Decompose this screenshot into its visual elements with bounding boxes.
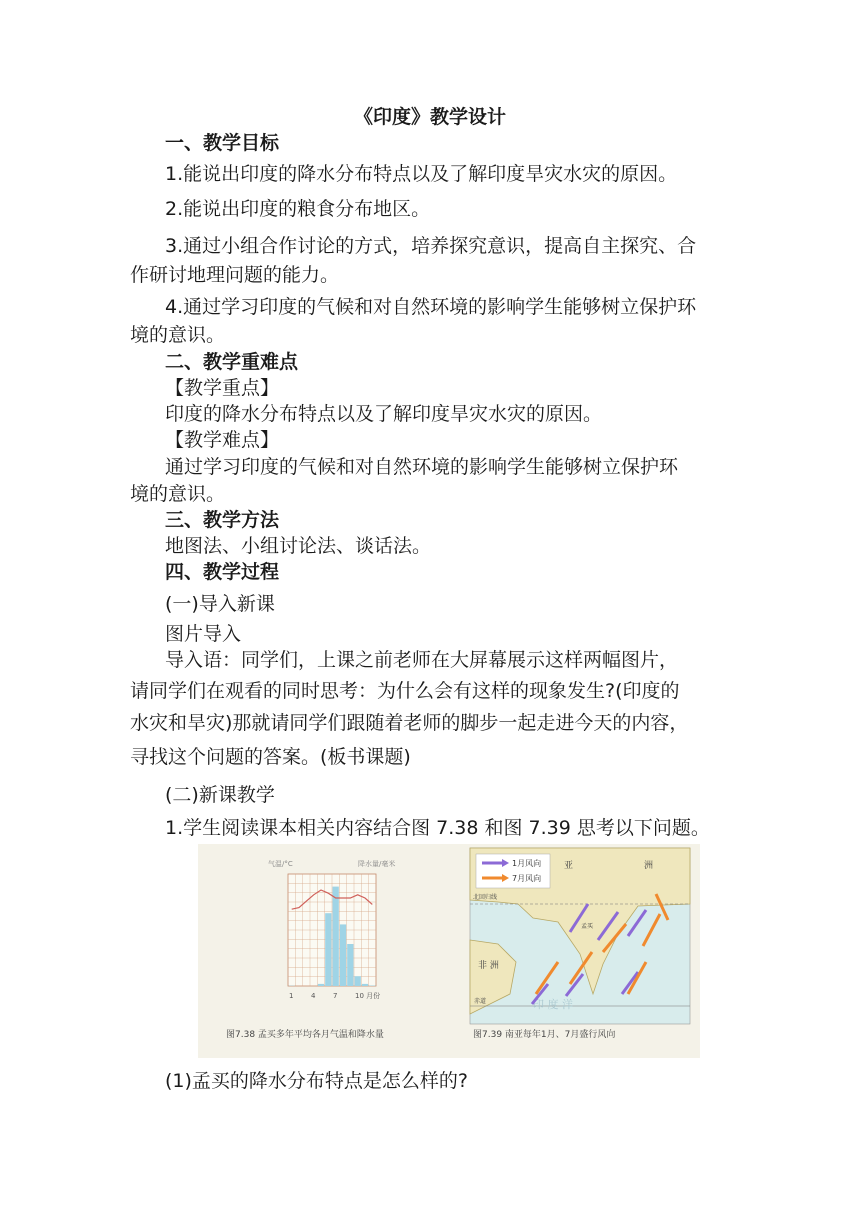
intro-speech-line-4: 寻找这个问题的答案。(板书课题): [130, 746, 411, 768]
objective-2: 2.能说出印度的粮食分布地区。: [165, 198, 431, 220]
process-step-1: (一)导入新课: [165, 593, 275, 615]
map-label-tropic: 北回归线: [473, 894, 498, 901]
reading-task: 1.学生阅读课本相关内容结合图 7.38 和图 7.39 思考以下问题。: [165, 817, 710, 839]
textbook-figure: [198, 844, 700, 1058]
process-image-intro: 图片导入: [165, 623, 242, 645]
objective-3-cont: 作研讨地理问题的能力。: [130, 264, 340, 286]
objective-1: 1.能说出印度的降水分布特点以及了解印度旱灾水灾的原因。: [165, 163, 678, 185]
question-1: (1)孟买的降水分布特点是怎么样的?: [165, 1070, 468, 1092]
map-label-zhou-top: 洲: [644, 861, 654, 871]
map-label-africa: 非 洲: [478, 961, 499, 971]
map-label-city: 孟买: [581, 923, 594, 930]
precip-bar: [362, 984, 368, 986]
intro-speech-line-3: 水灾和旱灾)那就请同学们跟随着老师的脚步一起走进今天的内容，: [130, 712, 689, 734]
intro-speech-line-1: 导入语：同学们，上课之前老师在大屏幕展示这样两幅图片，: [165, 649, 679, 671]
figure-svg: [198, 844, 700, 1058]
chart-left-axis-label: 气温/°C: [268, 860, 293, 868]
chart-caption: 图7.38 孟买多年平均各月气温和降水量: [226, 1030, 384, 1040]
precip-bar: [318, 984, 324, 986]
section-heading-process: 四、教学过程: [165, 561, 280, 583]
difficulty-text-cont: 境的意识。: [130, 483, 226, 505]
keypoint-text: 印度的降水分布特点以及了解印度旱灾水灾的原因。: [165, 403, 603, 425]
chart-x-tick: 7: [333, 992, 338, 1000]
map-label-asia: 亚: [564, 861, 574, 871]
map-label-equator: 赤道: [474, 998, 487, 1005]
legend-jan-label: 1月风向: [512, 859, 542, 868]
chart-right-axis-label: 降水量/毫米: [358, 860, 396, 868]
legend-jul-label: 7月风向: [512, 874, 542, 883]
climate-chart: [268, 859, 395, 1000]
objective-4: 4.通过学习印度的气候和对自然环境的影响学生能够树立保护环: [165, 296, 697, 318]
objective-3: 3.通过小组合作讨论的方式，培养探究意识，提高自主探究、合: [165, 235, 697, 257]
chart-x-tick: 4: [311, 992, 316, 1000]
difficulty-text: 通过学习印度的气候和对自然环境的影响学生能够树立保护环: [165, 456, 679, 478]
precip-bar: [333, 887, 339, 986]
methods-text: 地图法、小组讨论法、谈话法。: [165, 535, 432, 557]
chart-x-tick: 10 月份: [355, 992, 381, 1000]
map-label-ocean: 印 度 洋: [533, 998, 573, 1011]
section-heading-keypoints: 二、教学重难点: [165, 351, 299, 373]
chart-x-tick: 1: [289, 992, 294, 1000]
keypoint-label: 【教学重点】: [165, 377, 280, 399]
document-title: 《印度》教学设计: [353, 106, 506, 128]
precip-bar: [355, 976, 361, 986]
section-heading-objectives: 一、教学目标: [165, 132, 280, 154]
precip-bar: [340, 924, 346, 986]
wind-map: [470, 848, 690, 1024]
intro-speech-line-2: 请同学们在观看的同时思考：为什么会有这样的现象发生?(印度的: [130, 680, 680, 702]
section-heading-methods: 三、教学方法: [165, 509, 280, 531]
precip-bar: [347, 944, 353, 986]
precip-bar: [325, 913, 331, 986]
objective-4-cont: 境的意识。: [130, 324, 226, 346]
difficulty-label: 【教学难点】: [165, 429, 280, 451]
map-caption: 图7.39 南亚每年1月、7月盛行风向: [473, 1030, 616, 1040]
process-step-2: (二)新课教学: [165, 784, 275, 806]
